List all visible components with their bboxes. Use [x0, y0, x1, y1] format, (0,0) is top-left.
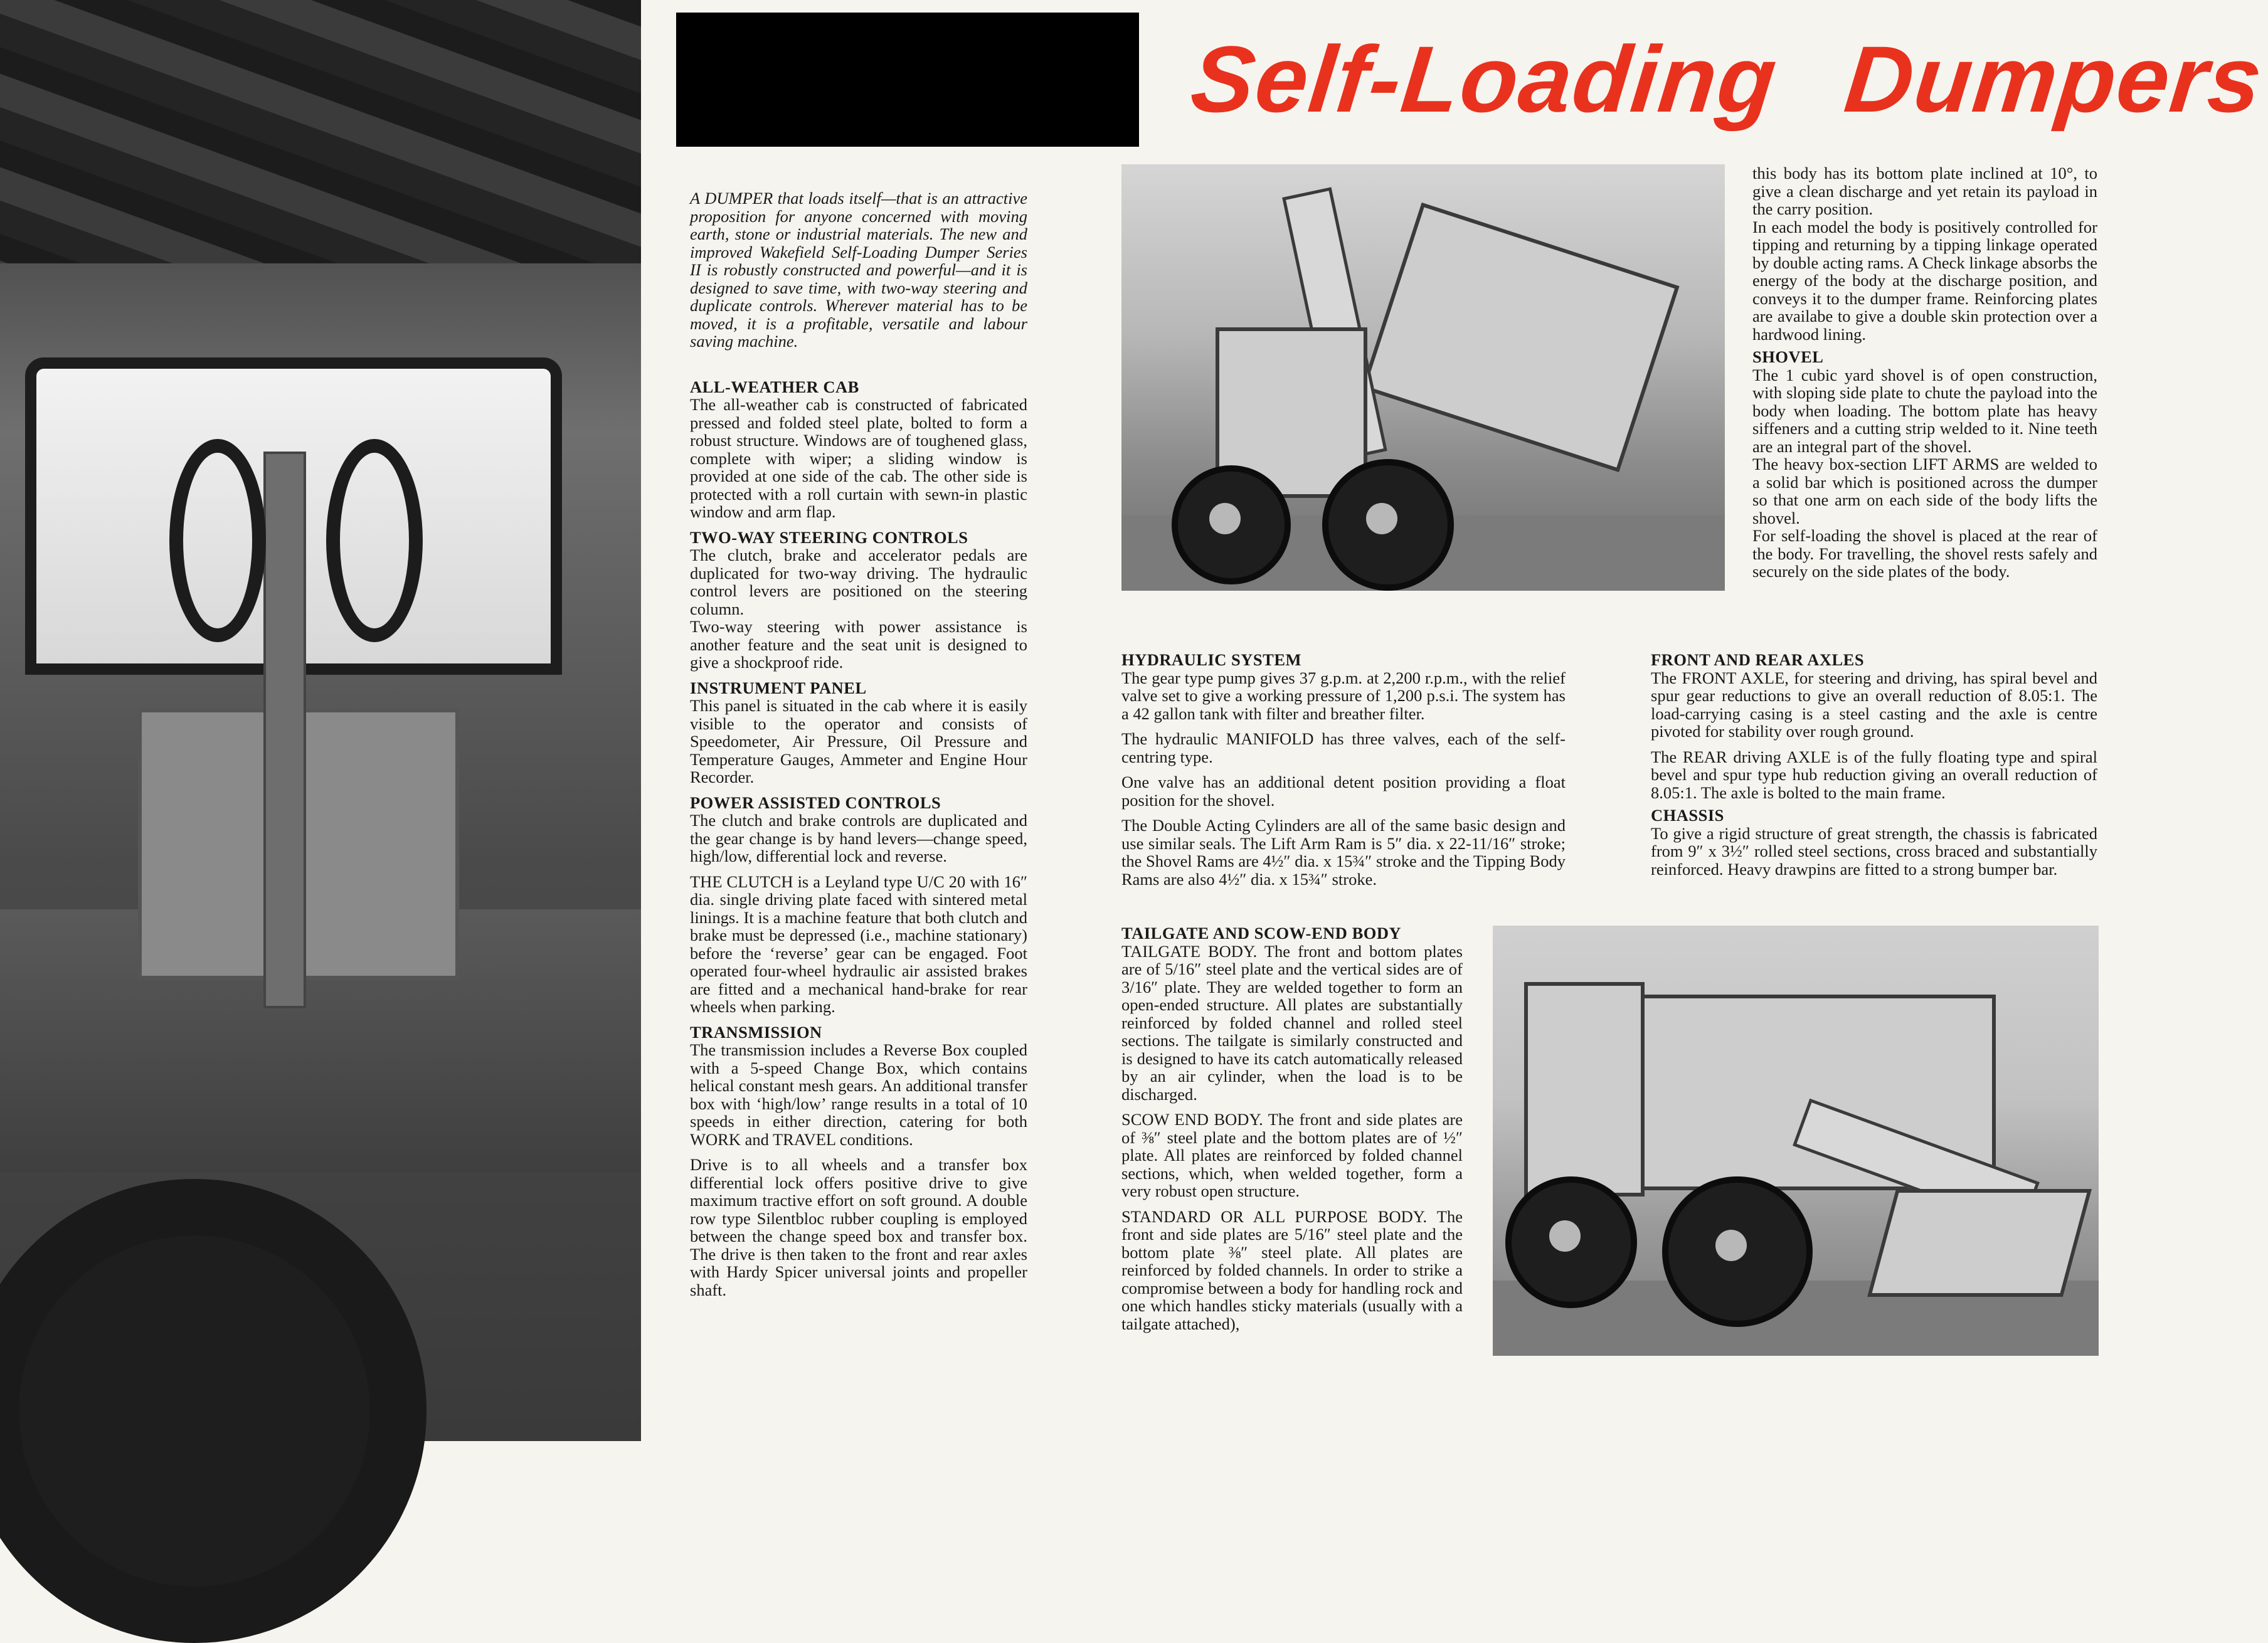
- transmission-heading: TRANSMISSION: [690, 1022, 822, 1042]
- page-headline: [1186, 25, 2268, 138]
- hub-rear: [1715, 1230, 1747, 1261]
- column-axles: [1651, 646, 2097, 878]
- transmission-text-1: The transmission includes a Reverse Box coupled with a 5-speed Change Box, which contains helical constant mesh gears. An additional transfer box with ‘high/low’ range results in a total of 10 speeds in either direction, catering for both WORK and TRAVEL conditions.: [690, 1040, 1027, 1149]
- steering-wheel-left: [169, 439, 266, 642]
- black-label-block: [676, 13, 1139, 147]
- body-cont-text-1: this body has its bottom plate inclined at 10°, to give a clean discharge and yet retain its payload in the carry position.: [1752, 164, 2097, 218]
- dumper-loading-photo: [1121, 164, 1725, 591]
- axles-text-1: The FRONT AXLE, for steering and driving, has spiral bevel and spur gear reductions to give an overall reduction of 8.05:1. The load-carrying casing is a steel casting and the axle is centre pivoted for stability over rough ground.: [1651, 668, 2097, 741]
- tailgate-heading: TAILGATE AND SCOW-END BODY: [1121, 924, 1402, 943]
- chassis-text: To give a rigid structure of great strength, the chassis is fabricated from 9″ x 3½″ rolled steel sections, cross braced and substantially reinforced. Heavy drawpins are fitted to a strong bumper bar.: [1651, 823, 2097, 879]
- intro-paragraph: A DUMPER that loads itself—that is an attractive proposition for anyone concerned with moving earth, stone or industrial materials. The new and improved Wakefield Self-Loading Dumper Series II is robustly constructed and powerful—and it is designed to save time, with two-way steering and duplicate controls. Wherever material has to be moved, it is a profitable, versatile and labour saving machine.: [690, 189, 1027, 351]
- hub-front: [1549, 1220, 1581, 1252]
- axles-text-2: The REAR driving AXLE is of the fully floating type and spiral bevel and spur type hub reduction giving an overall reduction of 8.05:1. The axle is bolted to the main frame.: [1651, 747, 2097, 802]
- column-hydraulic: [1121, 646, 1566, 888]
- steering-wheel-right: [326, 439, 423, 642]
- column-tailgate: [1121, 919, 1463, 1333]
- steering-text-2: Two-way steering with power assistance is another feature and the seat unit is designed to give a shockproof ride.: [690, 617, 1027, 672]
- hydraulic-text-1: The gear type pump gives 37 g.p.m. at 2,200 r.p.m., with the relief valve set to give a working pressure of 1,200 p.s.i. The system has a 42 gallon tank with filter and breather filter.: [1121, 668, 1566, 723]
- body-cont-text-2: In each model the body is positively controlled for tipping and returning by a tipping linkage operated by double acting rams. A Check linkage absorbs the energy of the body at the discharge position, and conveys it to the dumper frame. Reinforcing plates are availabe to give a double skin protection over a hardwood lining.: [1752, 217, 2097, 344]
- hub-front: [1209, 503, 1241, 534]
- axles-heading: FRONT AND REAR AXLES: [1651, 650, 1865, 669]
- clutch-text: THE CLUTCH is a Leyland type U/C 20 with 16″ dia. single driving plate faced with sintered metal linings. It is a machine feature that both clutch and brake must be depressed (i.e., machine stationary) before the ‘reverse’ gear can be engaged. Foot operated four-wheel hydraulic air assisted brakes are fitted and a mechanical hand-brake for rear wheels when parking.: [690, 872, 1027, 1016]
- hub-rear: [1366, 503, 1397, 534]
- dumper-body-raised: [1361, 203, 1679, 472]
- tailgate-text-2: SCOW END BODY. The front and side plates are of ⅜″ steel plate and the bottom plates are of ½″ plate. All plates are reinforced by folded channel sections, which, when welded together, form a very robust open structure.: [1121, 1110, 1463, 1200]
- front-tyre: [0, 1179, 427, 1643]
- steering-column: [263, 452, 306, 1008]
- power-text: The clutch and brake controls are duplicated and the gear change is by hand levers—change speed, high/low, differential lock and reverse.: [690, 811, 1027, 865]
- cab-frame: [1524, 982, 1645, 1197]
- cab-interior-photo: [0, 0, 641, 1441]
- steering-heading: TWO-WAY STEERING CONTROLS: [690, 527, 968, 547]
- instrument-heading: INSTRUMENT PANEL: [690, 678, 867, 697]
- hydraulic-text-3: One valve has an additional detent position providing a float position for the shovel.: [1121, 773, 1566, 810]
- dumper-travel-photo: [1493, 926, 2099, 1356]
- shovel-text-1: The 1 cubic yard shovel is of open construction, with sloping side plate to chute the payload into the body when loading. The bottom plate has heavy siffeners and a cutting strip welded to it. Nine teeth are an integral part of the shovel.: [1752, 365, 2097, 456]
- transmission-text-2: Drive is to all wheels and a transfer box differential lock offers positive drive to give maximum tractive effort on soft ground. A double row type Silentbloc rubber coupling is employed between the change speed box and transfer box. The drive is then taken to the front and rear axles with Hardy Spicer universal joints and propeller shaft.: [690, 1155, 1027, 1299]
- column-top-right: [1752, 164, 2097, 581]
- instrument-text: This panel is situated in the cab where it is easily visible to the operator and consists of Speedometer, Air Pressure, Oil Pressure and Temperature Gauges, Ammeter and Engine Hour Recorder.: [690, 696, 1027, 786]
- shovel-heading: SHOVEL: [1752, 347, 1824, 366]
- headline-word-1: Self-Loading: [1186, 26, 1783, 132]
- column-left: [690, 189, 1027, 1299]
- hydraulic-text-2: The hydraulic MANIFOLD has three valves, each of the self-centring type.: [1121, 729, 1566, 766]
- headline-word-2: Dumpers: [1840, 26, 2268, 132]
- shovel: [1867, 1189, 2092, 1297]
- cab-text: The all-weather cab is constructed of fabricated pressed and folded steel plate, bolted to form a robust structure. Windows are of toughened glass, complete with wiper; a sliding window is provided at one side of the cab. The other side is protected with a roll curtain with sewn-in plastic window and arm flap.: [690, 395, 1027, 521]
- shovel-text-3: For self-loading the shovel is placed at the rear of the body. For travelling, the shovel rests safely and securely on the side plates of the body.: [1752, 526, 2097, 581]
- hydraulic-heading: HYDRAULIC SYSTEM: [1121, 650, 1302, 669]
- shovel-text-2: The heavy box-section LIFT ARMS are welded to a solid bar which is positioned across the dumper so that one arm on each side of the body lifts the shovel.: [1752, 455, 2097, 527]
- tailgate-text-1: TAILGATE BODY. The front and bottom plates are of 5/16″ steel plate and the vertical sides are of 3/16″ plate. They are welded together to form an open-ended structure. All plates are substantially reinforced by folded channel and rolled steel sections. The tailgate is similarly constructed and is designed to have its catch automatically released by an air cylinder, when the load is to be discharged.: [1121, 941, 1463, 1104]
- tailgate-text-3: STANDARD OR ALL PURPOSE BODY. The front and side plates are 5/16″ steel plate and the bottom plate ⅜″ steel plate. All plates are reinforced by folded channels. In order to strike a compromise between a body for handling rock and one which handles sticky materials (usually with a tailgate attached),: [1121, 1207, 1463, 1333]
- power-heading: POWER ASSISTED CONTROLS: [690, 793, 941, 812]
- cab-heading: ALL-WEATHER CAB: [690, 377, 859, 396]
- canopy: [0, 0, 641, 263]
- steering-text-1: The clutch, brake and accelerator pedals are duplicated for two-way driving. The hydraulic control levers are positioned on the steering column.: [690, 546, 1027, 618]
- hydraulic-text-4: The Double Acting Cylinders are all of the same basic design and use similar seals. The Lift Arm Ram is 5″ dia. x 22-11/16″ stroke; the Shovel Rams are 4½″ dia. x 15¾″ stroke and the Tipping Body Rams are also 4½″ dia. x 15¾″ stroke.: [1121, 816, 1566, 889]
- chassis-heading: CHASSIS: [1651, 806, 1724, 825]
